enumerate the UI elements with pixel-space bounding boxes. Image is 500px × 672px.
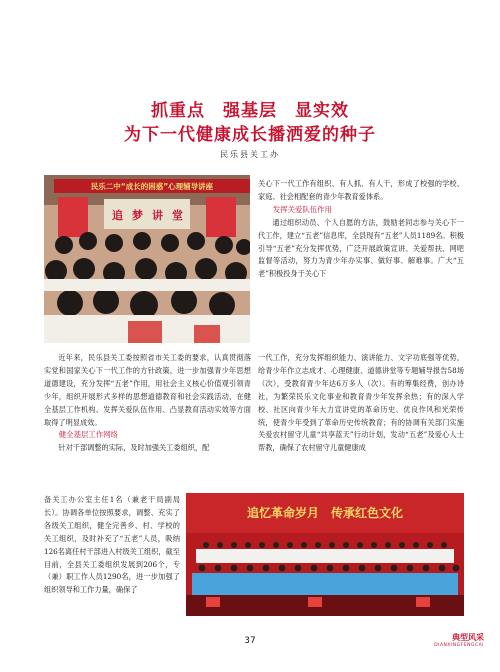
choir-photo — [186, 493, 464, 616]
body-paragraph-network-cont: 备关工办公室主任1名（兼老干局副局长）。协调各单位按照要求，调整、充实了各级关工组织，健全完善乡、村、学校的关工组织，及时补充了“五老”人员，吸纳126名离任村干部进入村级关工组织，截至目前，全县关工委组织发展到206个，专（兼）职工作人员1290名，进一步加强了组织领导和工作力量，确保了 — [44, 495, 180, 595]
section-heading-network: 健全基层工作网络 — [58, 430, 118, 440]
article-title-line2: 为下一代健康成长播洒爱的种子 — [124, 125, 376, 145]
body-paragraph-team-cont: 一代工作，充分发挥组织能力、演讲能力、文字功底强等优势，给青少年作立志成才、心理健康、道德讲堂等专题辅导报告58场（次），受教育青少年达6万多人（次）。有的筹集经费，创办诗社，为繁荣民乐文化事业和教育青少年发挥余热；有的深入学校、社区向青少年大力宣讲党的革命历史、优良作风和光荣传统，使青少年受到了革命历史传统教育；有的协调有关部门实施关爱农村留守儿童“共享蓝天”行动计划，发动“五老”及爱心人士帮教，确保了农村留守儿童健康成 — [258, 353, 464, 453]
board-char-4: 堂 — [172, 209, 183, 222]
body-column-right — [258, 178, 464, 281]
page-number: 37 — [244, 636, 256, 646]
lecture-photo — [44, 175, 250, 343]
board-char-1: 追 — [112, 209, 123, 222]
section-brand-title: 典型风采 — [452, 633, 484, 642]
choir-banner-text: 追忆革命岁月 传承红色文化 — [246, 506, 404, 520]
body-paragraph-intro: 近年来，民乐县关工委按照省市关工委的要求，认真贯彻落实党和国家关心下一代工作的方针政策，进一步加强青少年思想道德建设，充分发挥“五老”作用，用社会主义核心价值观引领青少年，组织开展形式多样的思想道德教育和社会实践活动，在健全基层工作机构、发挥关爱队伍作用、凸显教育活动实效等方面取得了明显成效。 — [44, 353, 251, 427]
body-column-right-wide — [258, 352, 464, 455]
board-char-2: 梦 — [132, 209, 143, 222]
section-brand — [434, 632, 484, 648]
body-paragraph-network: 针对干部调整的实际，及时加强关工委组织，配 — [58, 443, 210, 453]
article-author: 民乐县关工办 — [220, 150, 280, 159]
article-title-line1: 抓重点 强基层 显实效 — [151, 101, 349, 121]
body-column-left-narrow — [44, 494, 180, 597]
board-char-3: 讲 — [152, 209, 163, 222]
body-paragraph-system: 关心下一代工作有组织、有人抓、有人干，形成了校强的学校、家庭、社会相配套的青少年教育爱体系。 — [258, 179, 464, 201]
section-heading-team: 发挥关爱队伍作用 — [272, 204, 332, 214]
lecture-banner-text: 民乐二中“成长的困惑”心理辅导讲座 — [90, 182, 214, 191]
body-column-left — [44, 352, 251, 455]
section-brand-pinyin: DIANXINGFENGCAI — [434, 643, 484, 648]
body-paragraph-team: 通过组织动员、个人自愿的方法，鼓励老同志参与关心下一代工作，建立“五老”信息库，全县现有“五老”人员1189名。积极引导“五老”充分发挥优势，广泛开展政策宣讲、关爱帮扶、网吧监督等活动，努力为青少年办实事、做好事、解难事。广大“五老”积极投身于关心下 — [258, 217, 464, 279]
